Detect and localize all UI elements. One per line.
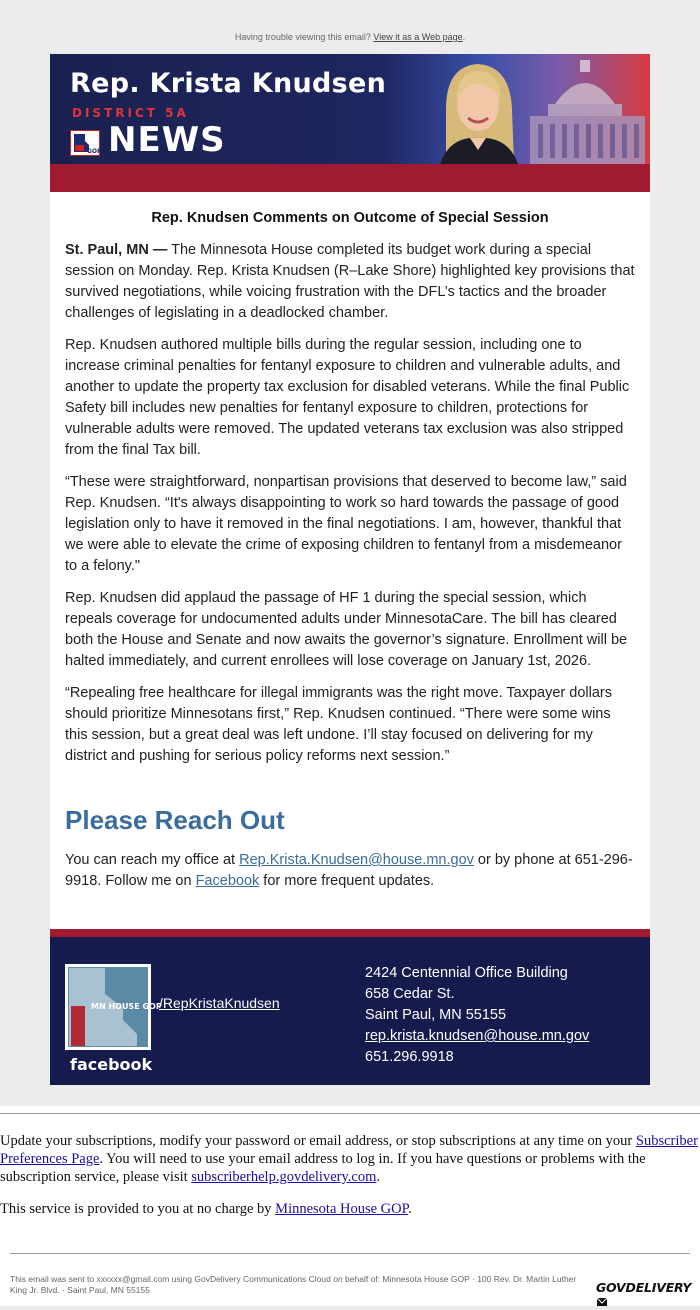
service-text: This service is provided to you at no charge by bbox=[0, 1201, 272, 1217]
subscription-info bbox=[0, 1132, 700, 1232]
banner-name: Rep. Krista Knudsen bbox=[70, 68, 387, 99]
preheader-text: Having trouble viewing this email? bbox=[234, 32, 371, 42]
divider bbox=[10, 1253, 690, 1254]
footer-email-link[interactable]: rep.krista.knudsen@house.mn.gov bbox=[365, 1028, 590, 1044]
subscription-text-1: Update your subscriptions, modify your password or email address, or stop subscriptions at any time on your bbox=[0, 1133, 633, 1149]
gop-badge-label: GOP bbox=[87, 148, 102, 155]
facebook-logo-icon[interactable] bbox=[65, 964, 162, 1074]
view-web-page-link[interactable]: View it as a Web page bbox=[373, 32, 463, 42]
reach-text-after: for more frequent updates. bbox=[263, 873, 435, 889]
preheader: Having trouble viewing this email? View it as a Web page. bbox=[234, 32, 466, 42]
header-red-band bbox=[50, 164, 650, 192]
facebook-handle-link[interactable]: /RepKristaKnudsen bbox=[159, 995, 280, 1011]
article-paragraph-5: “Repealing free healthcare for illegal immigrants was the right move. Taxpayer dollars should prioritize Minnesotans first,” Rep. Knudsen continued. “There were some wins this session, but a great deal was left undone. I’ll stay focused on delivering for my district and pushing for serious policy reforms next session.” bbox=[65, 685, 612, 764]
footer-red-band bbox=[50, 929, 650, 937]
fb-logo-word: facebook bbox=[70, 1055, 153, 1074]
fb-logo-text: MN HOUSE GOP bbox=[91, 1002, 162, 1011]
banner-news: NEWS bbox=[108, 120, 226, 160]
facebook-link[interactable]: Facebook bbox=[195, 873, 260, 889]
article-dateline: St. Paul, MN — bbox=[65, 242, 168, 258]
gop-badge-icon bbox=[70, 130, 100, 156]
address-line-3: Saint Paul, MN 55155 bbox=[365, 1007, 507, 1023]
article-headline: Rep. Knudsen Comments on Outcome of Special Session bbox=[151, 210, 549, 226]
subscriber-preferences-link[interactable]: Subscriber Preferences Page bbox=[0, 1133, 698, 1167]
article-paragraph-4: Rep. Knudsen did applaud the passage of HF 1 during the special session, which repeals coverage for undocumented adults under MinnesotaCare. The bill has cleared both the House and Senate and now awaits the governor’s signature. Enrollment will be halted immediately, and current enrollees will lose coverage on January 1st, 2026. bbox=[65, 590, 628, 669]
representative-portrait bbox=[428, 54, 528, 164]
subscription-paragraph bbox=[0, 1132, 700, 1186]
service-end: . bbox=[408, 1201, 412, 1217]
govdelivery-logo[interactable] bbox=[596, 1280, 700, 1310]
address-line-2: 658 Cedar St. bbox=[365, 986, 455, 1002]
office-address bbox=[365, 963, 589, 1068]
office-email-link[interactable]: Rep.Krista.Knudsen@house.mn.gov bbox=[239, 852, 474, 868]
service-paragraph bbox=[0, 1200, 700, 1218]
reach-text-before: You can reach my office at bbox=[65, 852, 236, 868]
email-card bbox=[50, 54, 650, 1085]
article-paragraph-3: “These were straightforward, nonpartisan provisions that deserved to become law,” said Rep. Knudsen. “It's always disappointing to work so hard towards the passage of good legislation only to have it removed in the final negotiations. I am, however, thankful that we were able to elevate the crime of exposing children to fentanyl from a misdemeanor to a felony." bbox=[65, 474, 627, 574]
subscription-text-3: . bbox=[376, 1169, 380, 1185]
footer bbox=[50, 937, 650, 1085]
reach-text-middle: or by phone at 651-296-9918. Follow me on bbox=[65, 852, 633, 889]
reach-out-paragraph bbox=[65, 850, 635, 892]
article-body bbox=[50, 192, 650, 929]
capitol-image bbox=[520, 54, 650, 164]
divider bbox=[0, 1113, 700, 1114]
envelope-icon bbox=[596, 1296, 608, 1308]
address-line-1: 2424 Centennial Office Building bbox=[365, 965, 568, 981]
minnesota-house-gop-link[interactable]: Minnesota House GOP bbox=[275, 1201, 409, 1217]
banner-district: DISTRICT 5A bbox=[72, 106, 189, 120]
footer-phone: 651.296.9918 bbox=[365, 1049, 454, 1065]
article-paragraph-1-text: The Minnesota House completed its budget work during a special session on Monday. Rep. Krista Knudsen (R–Lake Shore) highlighted key provisions that survived negotiations, while voicing frustration with the DFL’s tactics and the broader challenges of legislating in a deadlocked chamber. bbox=[65, 242, 635, 321]
reach-out-heading: Please Reach Out bbox=[65, 805, 285, 835]
article-paragraph-2: Rep. Knudsen authored multiple bills during the regular session, including one to increase criminal penalties for fentanyl exposure to children and vulnerable adults, and another to update the property tax exclusion for disabled veterans. While the final Public Safety bill includes new penalties for fentanyl exposure to children, protections for vulnerable adults were removed. The updated veterans tax exclusion was also stripped from the final Tax bill. bbox=[65, 337, 630, 458]
govdelivery-logo-text: GOVDELIVERY bbox=[596, 1280, 692, 1295]
sent-to-notice: This email was sent to xxxxxx@gmail.com using GovDelivery Communications Cloud on behalf of: Minnesota House GOP · 100 Rev. Dr. Martin Luther King Jr. Blvd. · Saint Paul, MN 55155 bbox=[10, 1274, 577, 1295]
header-banner bbox=[50, 54, 650, 164]
subscriber-help-link[interactable]: subscriberhelp.govdelivery.com bbox=[191, 1169, 377, 1185]
article-paragraph-1 bbox=[65, 240, 635, 324]
subscription-text-2: . You will need to use your email address to log in. If you have questions or problems with the subscription service, please visit bbox=[0, 1151, 646, 1185]
